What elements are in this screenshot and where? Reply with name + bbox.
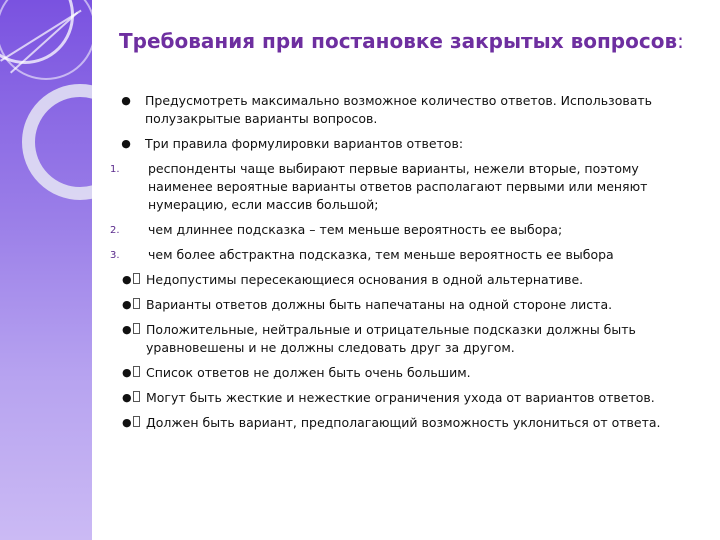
numbered-item: 1. респонденты чаще выбирают первые варианты, нежели вторые, поэтому наименее вероятные варианты ответов располагают первыми или меняют нумерацию, если массив большой; bbox=[110, 161, 648, 212]
bullet-box-icon: ● bbox=[122, 364, 140, 382]
bullet-icon: ● bbox=[121, 137, 131, 150]
bullet-item: ● Должен быть вариант, предполагающий возможность уклониться от ответа. bbox=[122, 415, 661, 430]
item-number: 3. bbox=[110, 250, 120, 261]
bullet-item: ● Недопустимы пересекающиеся основания в одной альтернативе. bbox=[122, 272, 584, 287]
decorative-ring bbox=[22, 84, 92, 200]
numbered-item: 3. чем более абстрактна подсказка, тем меньше вероятность ее выбора bbox=[110, 246, 700, 264]
item-number: 2. bbox=[110, 225, 120, 236]
bullet-item: ● Варианты ответов должны быть напечатаны на одной стороне листа. bbox=[122, 297, 613, 312]
bullet-box-icon: ● bbox=[122, 296, 140, 314]
bullet-item: ● Три правила формулировки вариантов ответов: bbox=[121, 136, 464, 151]
bullet-box-icon: ● bbox=[122, 389, 140, 407]
bullet-item: ● Могут быть жесткие и нежесткие ограничения ухода от вариантов ответов. bbox=[122, 390, 655, 405]
decorative-side-band bbox=[0, 0, 92, 540]
slide-content bbox=[110, 92, 700, 439]
bullet-item: ● Положительные, нейтральные и отрицательные подсказки должны быть уравновешены и не должны следовать друг за другом. bbox=[122, 322, 636, 355]
slide-title: Требования при постановке закрытых вопросов: bbox=[119, 29, 684, 53]
item-number: 1. bbox=[110, 164, 120, 175]
bullet-box-icon: ● bbox=[122, 321, 140, 339]
bullet-box-icon: ● bbox=[122, 271, 140, 289]
bullet-box-icon: ● bbox=[122, 414, 140, 432]
bullet-item: ● Предусмотреть максимально возможное количество ответов. Использовать полузакрытые варианты вопросов. bbox=[121, 93, 653, 126]
bullet-item: ● Список ответов не должен быть очень большим. bbox=[122, 365, 471, 380]
bullet-icon: ● bbox=[121, 94, 131, 107]
numbered-item: 2. чем длиннее подсказка – тем меньше вероятность ее выбора; bbox=[110, 221, 700, 239]
